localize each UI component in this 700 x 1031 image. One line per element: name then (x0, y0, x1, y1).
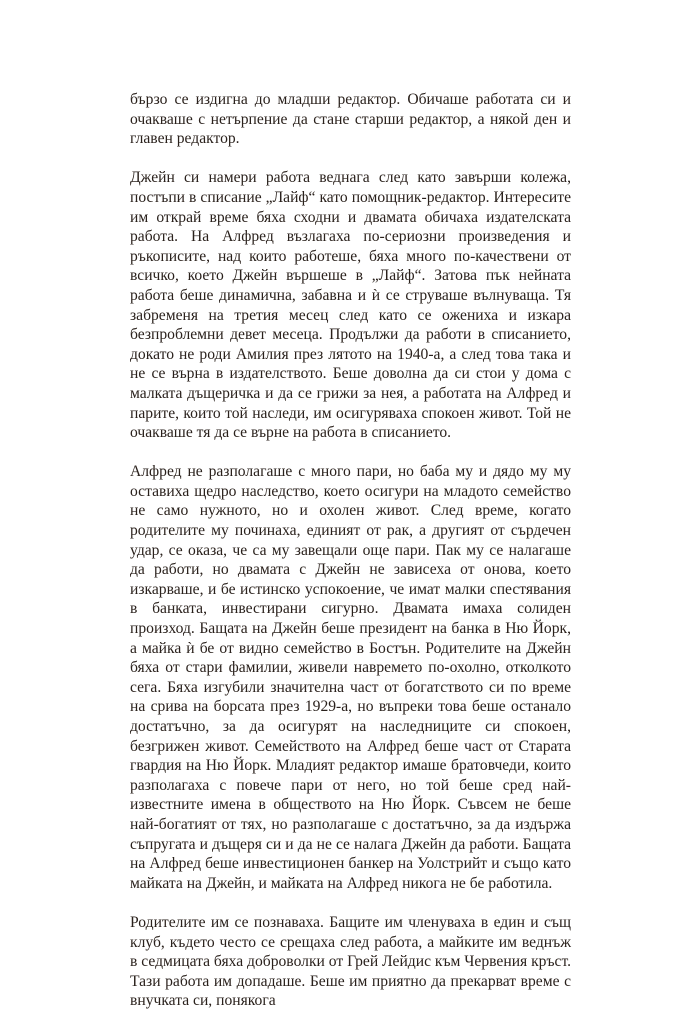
paragraph: Родителите им се познаваха. Бащите им членуваха в един и същ клуб, където често се срещаха след работа, а майките им веднъж в седмицата бяха доброволки от Грей Лейдис към Червения кръст. Тази работа им допадаше. Беше им приятно да прекарват време с внучката си, понякога (130, 913, 572, 1010)
paragraph: Алфред не разполагаше с много пари, но баба му и дядо му му оставиха щедро наследство, което осигури на младото семейство не само нужното, но и охолен живот. След време, когато родителите му починаха, единият от рак, а другият от сърдечен удар, се оказа, че са му завещали още пари. Пак му се налагаше да работи, но двамата с Джейн не зависеха от онова, което изкарваше, и бе истинско успокоение, че имат малки спестявания в банката, инвестирани сигурно. Двамата имаха солиден произход. Бащата на Джейн беше президент на банка в Ню Йорк, а майка ѝ бе от видно семейство в Бостън. Родителите на Джейн бяха от стари фамилии, живели навремето по-охолно, отколкото сега. Бяха изгубили значителна част от богатството си по време на срива на борсата през 1929-а, но въпреки това беше останало достатъчно, за да осигурят на наследниците си спокоен, безгрижен живот. Семейството на Алфред беше част от Старата гвардия на Ню Йорк. Младият редактор имаше братовчеди, които разполагаха с повече пари от него, но той беше сред най-известните имена в обществото на Ню Йорк. Съвсем не беше най-богатият от тях, но разполагаше с достатъчно, за да издържа съпругата и дъщеря си и да не се налага Джейн да работи. Бащата на Алфред беше инвестиционен банкер на Уолстрийт и също като майката на Джейн, и майката на Алфред никога не бе работила. (130, 463, 571, 892)
body-text (130, 90, 571, 1031)
paragraph: Джейн си намери работа веднага след като завърши колежа, постъпи в списание „Лайф“ като помощник-редактор. Интересите им открай време бяха сходни и двамата обичаха издателската работа. На Алфред възлагаха по-сериозни произведения и ръкописите, над които работеше, бяха много по-качествени от всичко, което Джейн вършеше в „Лайф“. Затова пък нейната работа беше динамична, забавна и ѝ се струваше вълнуваща. Тя забременя на третия месец след като се ожениха и изкара безпроблемни девет месеца. Продължи да работи в списанието, докато не роди Амилия през лятото на 1940-а, а след това така и не се върна в издателството. Беше доволна да си стои у дома с малката дъщеричка и да се грижи за нея, а работата на Алфред и парите, които той наследи, им осигуряваха спокоен живот. Той не очакваше тя да се върне на работа в списанието. (130, 169, 571, 442)
paragraph: бързо се издигна до младши редактор. Обичаше работата си и очакваше с нетърпение да стане старши редактор, а някой ден и главен редактор. (130, 91, 571, 148)
